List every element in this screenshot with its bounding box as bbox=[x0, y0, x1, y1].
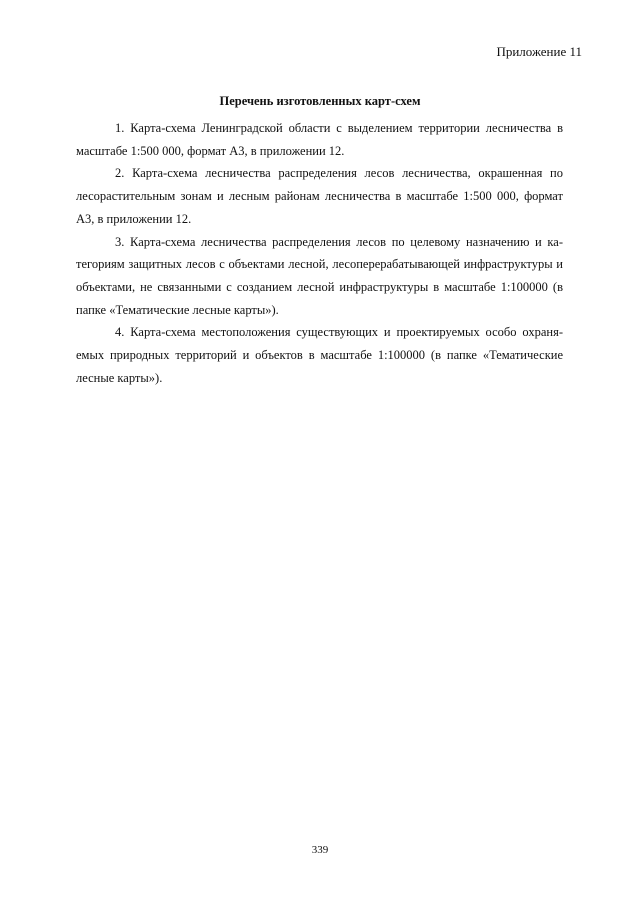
page-number: 339 bbox=[311, 844, 329, 856]
list-item: 3. Карта-схема лесничества распределения лесов по целевому назначению и категориям защитных лесов с объектами лесной, лесоперерабатывающей инфраструктуры и объектами, не связанными с созданием лесной инфраструктуры в масштабе 1:100000 (в папке «Тематические лесные карты»). bbox=[76, 234, 563, 317]
appendix-label: Приложение 11 bbox=[496, 44, 582, 59]
list-item: 2. Карта-схема лесничества распределения лесов лесничества, окрашенная по лесорастительным зонам и лесным районам лесничества в масштабе 1:500 000, формат А3, в приложении 12. bbox=[76, 166, 563, 226]
list-item: 4. Карта-схема местоположения существующих и проектируемых особо охраняемых природных территорий и объектов в масштабе 1:100000 (в папке «Тематические лесные карты»). bbox=[76, 325, 563, 385]
map-list bbox=[76, 117, 563, 389]
list-item: 1. Карта-схема Ленинградской области с выделением территории лесничества в масштабе 1:500 000, формат А3, в приложении 12. bbox=[76, 121, 563, 158]
document-title: Перечень изготовленных карт-схем bbox=[219, 94, 421, 108]
